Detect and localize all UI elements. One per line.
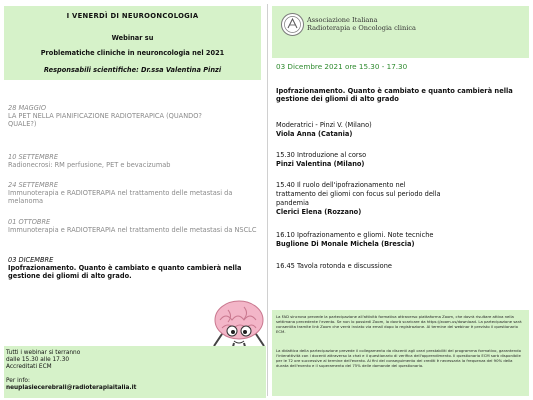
agenda-date: 10 SETTEMBRE	[8, 153, 59, 161]
agenda-item	[8, 153, 263, 169]
program-item: trattamento dei gliomi con focus sul periodo della	[276, 190, 441, 198]
agenda-topic: LA PET NELLA PIANIFICAZIONE RADIOTERAPICA (QUANDO? QUALE?)	[8, 112, 202, 129]
program-item: 15.30 Introduzione al corso	[276, 151, 367, 159]
association-name-line1: Associazione Italiana	[307, 16, 378, 24]
agenda-topic: Immunoterapia e RADIOTERAPIA nel trattamento delle metastasi da melanoma	[8, 189, 233, 206]
speaker-name: Pinzi Valentina (Milano)	[276, 160, 365, 168]
airo-logo-icon	[281, 13, 304, 36]
agenda-item	[8, 218, 263, 234]
speaker-name: Buglione Di Monale Michela (Brescia)	[276, 240, 415, 248]
program-item: 15.40 Il ruolo dell'ipofrazionamento nel	[276, 181, 406, 189]
info-line: Tutti i webinar si terranno	[6, 350, 81, 356]
fine-print: La didattica della partecipazione prevede il collegamento da discenti agli orari prestabiliti del programma formativo, garantendo l'interattività con i docenti attraverso la chat e il questionario di verifica dell'apprendimento. Il questionario ECM sarà disponibile per le 72 ore successive al termine dell'evento. Ai fini del conseguimento dei crediti è necessaria la frequenza del 90% della durata dell'evento e il superamento del 75% delle domande del questionario.	[276, 348, 521, 369]
association-name	[307, 16, 517, 33]
page-divider	[267, 4, 268, 396]
agenda-topic: Radionecrosi: RM perfusione, PET e bevacizumab	[8, 161, 171, 170]
info-line: Per info:	[6, 378, 30, 384]
series-subtitle: Problematiche cliniche in neuroncologia nel 2021	[40, 49, 225, 57]
info-line: Accreditati ECM	[6, 364, 52, 370]
agenda-date: 01 OTTOBRE	[8, 218, 51, 226]
agenda-item	[8, 181, 263, 206]
agenda-topic: Immunoterapia e RADIOTERAPIA nel trattamento delle metastasi da NSCLC	[8, 226, 257, 235]
program-item: pandemia	[276, 199, 309, 207]
info-line: dalle 15.30 alle 17.30	[6, 357, 70, 363]
moderator-name: Viola Anna (Catania)	[276, 130, 353, 138]
scientific-responsible: Responsabili scientifiche: Dr.ssa Valentina Pinzi	[43, 66, 222, 74]
agenda-date: 24 SETTEMBRE	[8, 181, 59, 189]
agenda-item	[8, 104, 263, 129]
fine-print: La FAD sincrona prevede la partecipazione all'attività formativa attraverso piattaforma Zoom, che dovrà risultare attiva nella settimana precedente l'evento. Se non lo possiedi Zoom, lo dovrà scaricare da https://zoom.us/download. La partecipazione sarà consentita tramite link Zoom che verrà inviato via email dopo la registrazione. Al termine del webinar è previsto il questionario ECM.	[276, 314, 522, 335]
speaker-name: Clerici Elena (Rozzano)	[276, 208, 362, 216]
agenda-date: 28 MAGGIO	[8, 104, 47, 112]
moderators: Moderatrici - Pinzi V. (Milano)	[276, 121, 372, 129]
series-title: I VENERDÌ DI NEUROONCOLOGIA	[66, 12, 199, 20]
agenda-date: 03 DICEMBRE	[8, 256, 54, 264]
agenda-item-active	[8, 256, 263, 281]
program-item: 16.45 Tavola rotonda e discussione	[276, 262, 392, 270]
webinar-label: Webinar su	[111, 34, 154, 42]
association-name-line2: Radioterapia e Oncologia clinica	[307, 24, 416, 33]
session-title: Ipofrazionamento. Quanto è cambiato e quanto cambierà nella gestione dei gliomi di alto grado	[276, 87, 513, 104]
program-item: 16.10 Ipofrazionamento e gliomi. Note tecniche	[276, 231, 434, 239]
session-date: 03 Dicembre 2021 ore 15.30 - 17.30	[276, 62, 408, 71]
left-header	[4, 6, 261, 80]
agenda-topic: Ipofrazionamento. Quanto è cambiato e quanto cambierà nella gestione dei gliomi di alto grado.	[8, 264, 242, 281]
contact-email[interactable]: neuplasiecerebrali@radioterapiaitalia.it	[6, 385, 137, 391]
